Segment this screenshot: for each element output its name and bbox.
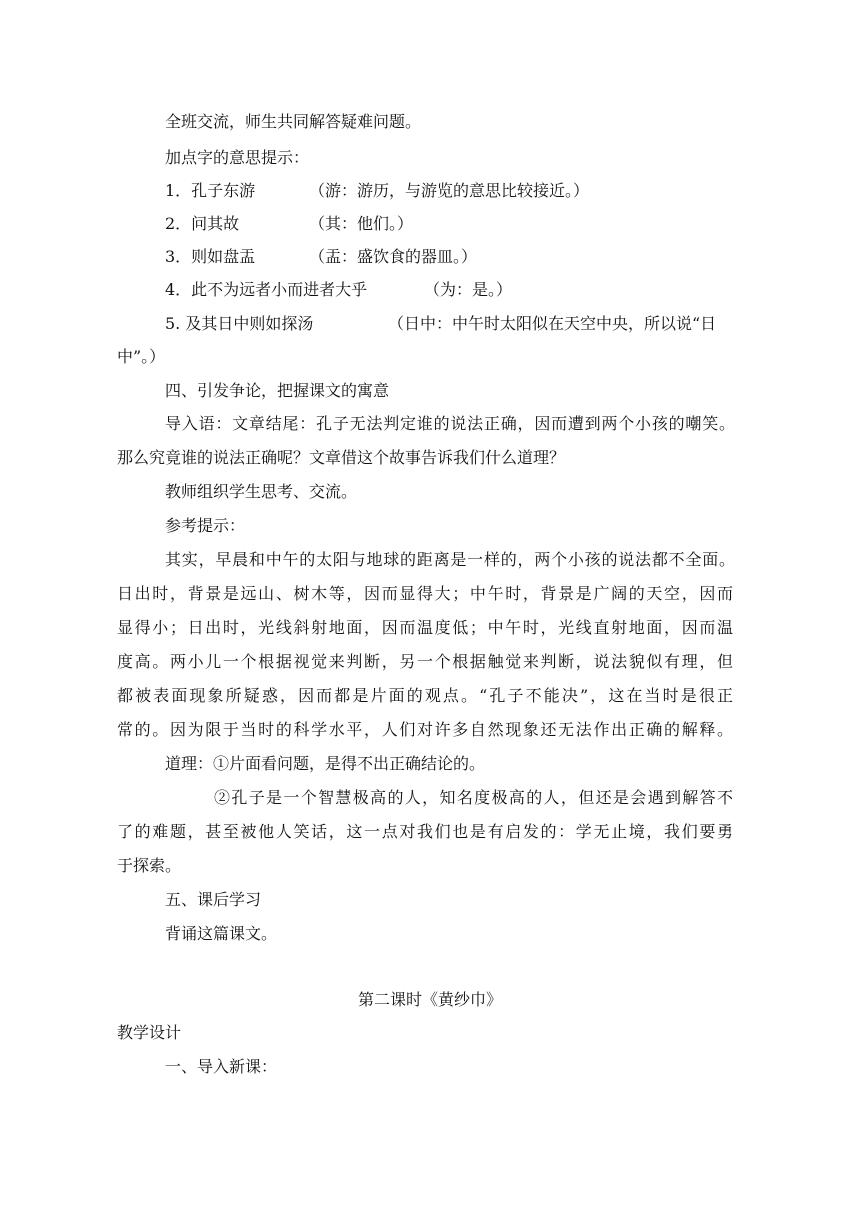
lesson-point-2-line-3: 于探索。 xyxy=(117,856,182,875)
lesson-point-2-line-2: 了的难题，甚至被他人笑话，这一点对我们也是有启发的：学无止境，我们要勇 xyxy=(117,822,733,841)
teaching-design-heading: 教学设计 xyxy=(117,1023,182,1042)
section-heading-5: 五、课后学习 xyxy=(165,890,262,909)
paragraph-hint-heading: 加点字的意思提示： xyxy=(165,148,310,167)
list-item-1-term: 1．孔子东游 xyxy=(165,181,256,200)
step-1-heading: 一、导入新课： xyxy=(165,1057,278,1076)
list-item-2-term: 2．问其故 xyxy=(165,214,240,233)
intro-line-1: 导入语：文章结尾：孔子无法判定谁的说法正确，因而遭到两个小孩的嘲笑。 xyxy=(165,414,735,433)
reference-line-6: 常的。因为限于当时的科学水平，人们对许多自然现象还无法作出正确的解释。 xyxy=(117,720,733,739)
list-item-5-term: 5. 及其日中则如探汤 xyxy=(165,314,314,333)
teacher-organize: 教师组织学生思考、交流。 xyxy=(165,482,358,501)
list-item-4-note: （为：是。） xyxy=(424,280,513,299)
list-item-3-note: （盂：盛饮食的器皿。） xyxy=(309,247,478,266)
lesson-point-2-line-1: ②孔子是一个智慧极高的人，知名度极高的人，但还是会遇到解答不 xyxy=(214,788,733,807)
list-item-3-term: 3．则如盘盂 xyxy=(165,247,256,266)
list-item-2-note: （其：他们。） xyxy=(309,214,414,233)
reference-line-3: 显得小；日出时，光线斜射地面，因而温度低；中午时，光线直射地面，因而温 xyxy=(117,618,733,637)
list-item-1-note: （游：游历，与游览的意思比较接近。） xyxy=(309,181,590,200)
paragraph-class-exchange: 全班交流，师生共同解答疑难问题。 xyxy=(165,112,422,131)
lesson-point-1: 道理：①片面看问题，是得不出正确结论的。 xyxy=(165,754,486,773)
recite-text: 背诵这篇课文。 xyxy=(165,924,278,943)
section-heading-4: 四、引发争论，把握课文的寓意 xyxy=(165,381,390,400)
list-item-4-term: 4．此不为远者小而进者大乎 xyxy=(165,280,368,299)
list-item-5-continuation: 中”。） xyxy=(117,347,166,366)
reference-line-4: 度高。两小儿一个根据视觉来判断，另一个根据触觉来判断，说法貌似有理，但 xyxy=(117,652,733,671)
reference-heading: 参考提示： xyxy=(165,516,246,535)
lesson-2-title: 第二课时《黄纱巾》 xyxy=(357,990,502,1009)
intro-line-2: 那么究竟谁的说法正确呢？文章借这个故事告诉我们什么道理？ xyxy=(117,448,566,467)
reference-line-5: 都被表面现象所疑惑，因而都是片面的观点。“孔子不能决”，这在当时是很正 xyxy=(117,686,733,705)
reference-line-1: 其实，早晨和中午的太阳与地球的距离是一样的，两个小孩的说法都不全面。 xyxy=(165,550,735,569)
list-item-5-note: （日中：中午时太阳似在天空中央，所以说“日 xyxy=(388,314,717,333)
reference-line-2: 日出时，背景是远山、树木等，因而显得大；中午时，背景是广阔的天空，因而 xyxy=(117,584,733,603)
